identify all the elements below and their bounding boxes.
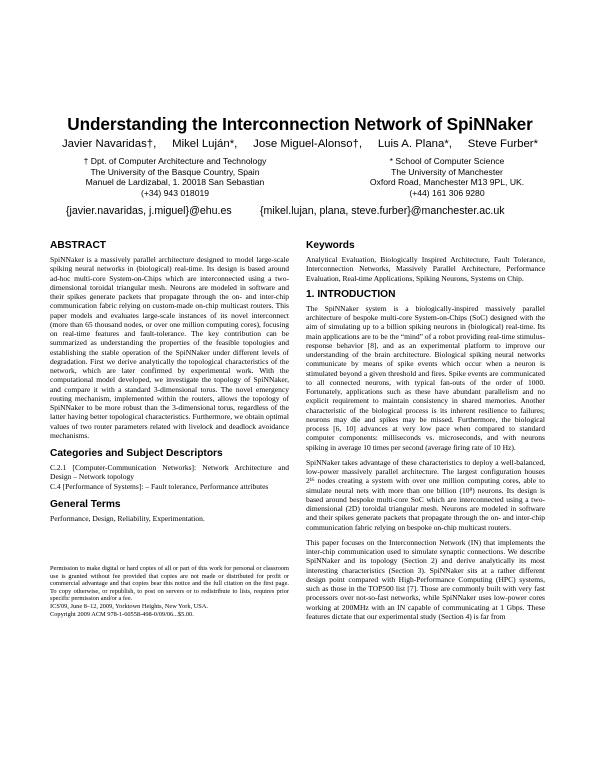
keywords-text: Analytical Evaluation, Biologically Inspired Architecture, Fault Tolerance, Interconnection Networks, Massively Parallel Architecture, Performance Evaluation, Real-time Applications, Spiking Neurons, Systems on Chip. <box>306 255 545 283</box>
permission-text: Permission to make digital or hard copies of all or part of this work for personal or classroom use is granted without fee provided that copies are not made or distributed for profit or commercial advantage and that copies bear this notice and the full citation on the first page. To copy otherwise, or republish, to post on servers or to redistribute to lists, requires prior specific permission and/or a fee. <box>50 565 289 603</box>
categories-line: C.4 [Performance of Systems]: – Fault tolerance, Performance attributes <box>50 481 269 491</box>
abstract-heading: ABSTRACT <box>50 240 107 251</box>
general-terms-text: Performance, Design, Reliability, Experimentation. <box>50 513 205 523</box>
introduction-paragraph: The SpiNNaker system is a biologically-inspired massively parallel architecture of bespoke multi-core System-on-Chips (SoC) designed with the aim of simulating up to a billion spiking neurons in (biological) real-time. Its main applications are to be the “mind” of a robot providing real-time stimulus-response behavior [8], and as an experimental platform to improve our understanding of the brain architecture. Biological spiking neural networks communicate by means of spike events which occur when a neuron is stimulated beyond a given threshold and fires. Spike events are communicated to all connected neurons, with typical fan-outs of the order of 1000. Fortunately, applications such as these have abundant parallelism and no explicit requirement to maintain consistency in shared memories. Another characteristic of the biological process is its inherent resilience to failures; neurons may die and spikes may be missed. Furthermore, the biological process [6, 10] advances at very low pace when compared to standard computer components: milliseconds vs. microseconds, and with neurons spiking in average 10 times per second (average firing rate of 10 Hz). <box>306 303 545 452</box>
venue-line: ICS'09, June 8–12, 2009, Yorktown Heights, New York, USA. <box>50 602 208 610</box>
introduction-paragraph: SpiNNaker takes advantage of these characteristics to deploy a well-balanced, low-power massively parallel architecture. The largest configuration houses 2¹⁶ nodes creating a system with over one million computing cores, able to simulate neural nets with more than one billion (10⁹) neurons. Its design is based around bespoke multi-core SoC which are interconnected using a two-dimensional (2D) toroidal triangular mesh. Neurons are modeled in software and their spikes generate packets that propagate through the on- and inter-chip communication fabric relying on bespoke on-chip multicast routers. <box>306 457 545 532</box>
general-terms-heading: General Terms <box>50 498 121 510</box>
categories-line: C.2.1 [Computer-Communication Networks]: Network Architecture and Design – Network topology <box>50 463 289 482</box>
introduction-heading: 1. INTRODUCTION <box>306 288 396 300</box>
affiliation-line: The University of the Basque Country, Spain <box>90 166 260 177</box>
affiliation-line: (+44) 161 306 9280 <box>409 187 485 198</box>
affiliation-line: Oxford Road, Manchester M13 9PL, UK. <box>369 177 525 188</box>
author-list: Javier Navaridas†, Mikel Luján*, Jose Miguel-Alonso†, Luis A. Plana*, Steve Furber* <box>61 138 539 150</box>
affiliation-line: The University of Manchester <box>391 166 503 177</box>
emails-basque: {javier.navaridas, j.miguel}@ehu.es <box>66 205 232 217</box>
affiliation-right <box>318 156 576 198</box>
left-column <box>50 240 289 618</box>
permission-block <box>50 565 289 618</box>
copyright-line: Copyright 2009 ACM 978-1-60558-498-0/09/06...$5.00. <box>50 610 194 618</box>
emails-manchester: {mikel.lujan, plana, steve.furber}@manchester.ac.uk <box>260 205 505 217</box>
affiliation-line: † Dpt. of Computer Architecture and Technology <box>83 156 267 166</box>
categories-heading: Categories and Subject Descriptors <box>50 448 223 459</box>
affiliation-line: * School of Computer Science <box>389 156 505 166</box>
right-column <box>306 240 545 621</box>
keywords-heading: Keywords <box>306 240 355 251</box>
affiliation-line: Manuel de Lardizabal, 1. 20018 San Sebastian <box>85 177 265 188</box>
abstract-text: SpiNNaker is a massively parallel architecture designed to model large-scale spiking neural networks in (biological) real-time. Its design is based around ad-hoc multi-core System-on-Chips which are interconnected using a two-dimensional toroidal triangular mesh. Neurons are modeled in software and their spikes generate packets that propagate through the on- and inter-chip communication fabric relying on custom-made on-chip multicast routers. This paper models and evaluates large-scale instances of its novel interconnect (more than 65 thousand nodes, or over one million computing cores), focusing on real-time features and fault-tolerance. The key contribution can be summarized as understanding the properties of the feasible topologies and establishing the stable operation of the SpiNNaker under different levels of degradation. First we derive analytically the topological characteristics of the network, which are later confirmed by experimental work. With the computational model developed, we investigate the topology of SpiNNaker, and compare it with a standard 3-dimensional torus. The novel emergency routing mechanism, implemented within the routers, allows the topology of SpiNNaker to be more robust than the 3-dimensional torus, regardless of the latter having better topological characteristics. Furthermore, we obtain optimal values of two router parameters related with livelock and deadlock avoidance mechanisms. <box>50 255 289 440</box>
introduction-paragraph: This paper focuses on the Interconnection Network (IN) that implements the inter-chip communication used to simulate synaptic connections. We describe SpiNNaker and its topology (Section 2) and derive analytically its most interesting characteristics (Section 3). SpiNNaker sits at a rather different design point compared with High-Performance Computing (HPC) systems, such as those in the TOP500 list [7]. Those are commonly built with very fast processors over not-so-fast networks, while SpiNNaker uses low-power cores working at 200MHz with an IN capable of communicating at 1 Gbps. These features dictate that our experimental study (Section 4) is far from <box>306 537 545 621</box>
affiliation-left <box>40 156 310 198</box>
paper-title: Understanding the Interconnection Network of SpiNNaker <box>67 114 533 134</box>
affiliation-line: (+34) 943 018019 <box>140 187 210 198</box>
